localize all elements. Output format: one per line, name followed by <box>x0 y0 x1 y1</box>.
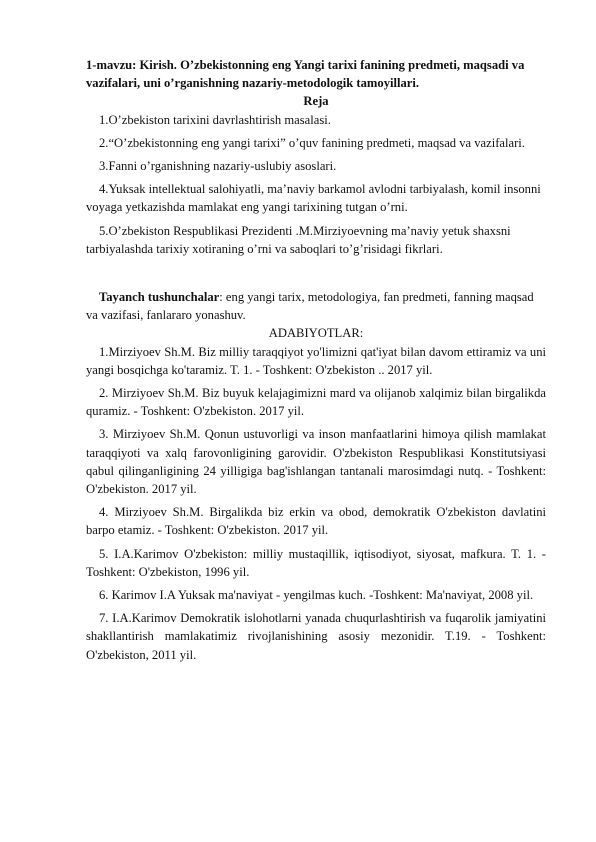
reference-item: 3. Mirziyoev Sh.M. Qonun ustuvorligi va inson manfaatlarini himoya qilish mamlakat taraqqiyoti va xalq farovonligining garovidir. O'zbekiston Respublikasi Konstitutsiyasi qabul qilinganligining 24 yilligiga bag'ishlangan tantanali marosimdagi nutq. - Toshkent: O'zbekiston. 2017 yil. <box>86 427 546 497</box>
plan-item: 5.O’zbekiston Respublikasi Prezidenti .M.Mirziyoevning ma’naviy yetuk shaxsni tarbiyalashda tarixiy xotiraning o’rni va saboqlari to’g’risidagi fikrlari. <box>86 223 511 256</box>
plan-list <box>86 111 546 258</box>
reference-item: 6. Karimov I.A Yuksak ma'naviyat - yengilmas kuch. -Toshkent: Ma'naviyat, 2008 yil. <box>99 588 534 603</box>
key-concepts-label: Tayanch tushunchalar <box>99 290 220 305</box>
plan-item: 3.Fanni o’rganishning nazariy-uslubiy asoslari. <box>99 159 337 174</box>
key-concepts <box>86 288 546 324</box>
plan-item: 1.O’zbekiston tarixini davrlashtirish masalasi. <box>99 112 331 127</box>
key-concepts-text: : eng yangi tarix, metodologiya, fan predmeti, fanning maqsad va vazifasi, fanlararo yonashuv. <box>86 290 534 323</box>
reference-item: 5. I.A.Karimov O'zbekiston: milliy mustaqillik, iqtisodiyot, siyosat, mafkura. T. 1. - Toshkent: O'zbekiston, 1996 yil. <box>86 546 546 579</box>
reference-item: 7. I.A.Karimov Demokratik islohotlarni yanada chuqurlashtirish va fuqarolik jamiyatini shakllantirish mamlakatimiz rivojlanishining asosiy mezonidir. T.19. - Toshkent: O'zbekiston, 2011 yil. <box>86 611 546 662</box>
spacer <box>86 263 546 288</box>
literature-heading: ADABIYOTLAR: <box>268 326 364 341</box>
plan-item: 2.“O’zbekistonning eng yangi tarixi” o’quv fanining predmeti, maqsad va vazifalari. <box>99 135 525 150</box>
plan-item: 4.Yuksak intellektual salohiyatli, ma’naviy barkamol avlodni tarbiyalash, komil insonni voyaga yetkazishda mamlakat eng yangi tarixining tutgan o’rni. <box>86 182 541 215</box>
reference-item: 1.Mirziyoev Sh.M. Biz milliy taraqqiyot yo'limizni qat'iyat bilan davom ettiramiz va uni yangi bosqichga ko'taramiz. T. 1. - Toshkent: O'zbekiston .. 2017 yil. <box>86 344 546 377</box>
document-page <box>86 56 546 669</box>
reference-list <box>86 343 546 664</box>
reference-item: 4. Mirziyoev Sh.M. Birgalikda biz erkin va obod, demokratik O'zbekiston davlatini barpo etamiz. - Toshkent: O'zbekiston. 2017 yil. <box>86 505 546 538</box>
plan-heading: Reja <box>303 94 329 109</box>
document-title: 1-mavzu: Kirish. O’zbekistonning eng Yangi tarixi fanining predmeti, maqsadi va vazifalari, uni o’rganishning nazariy-metodologik tamoyillari. <box>86 58 525 91</box>
reference-item: 2. Mirziyoev Sh.M. Biz buyuk kelajagimizni mard va olijanob xalqimiz bilan birgalikda quramiz. - Toshkent: O'zbekiston. 2017 yil. <box>86 386 546 419</box>
